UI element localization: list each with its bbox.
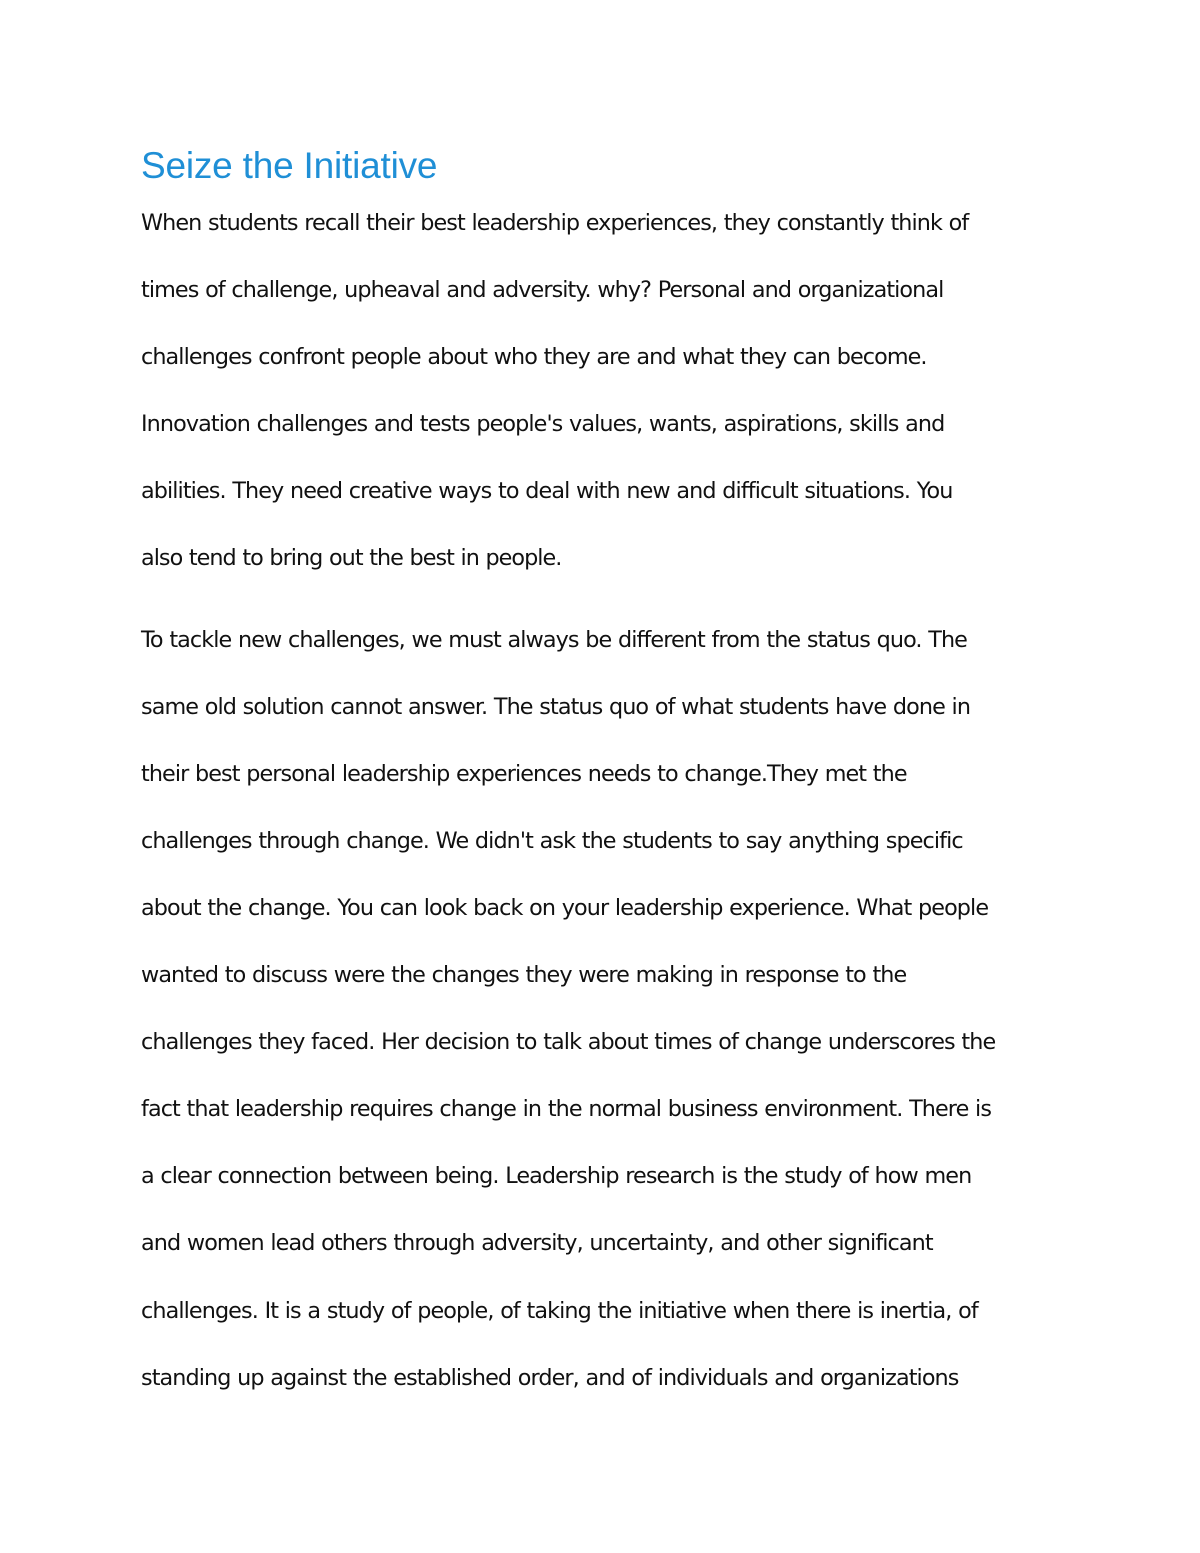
paragraph-line: standing up against the established order, and of individuals and organizations [141,1364,959,1391]
paragraph-line: abilities. They need creative ways to deal with new and difficult situations. You [141,478,953,505]
paragraph-line: also tend to bring out the best in people. [141,545,562,572]
paragraph-line: times of challenge, upheaval and adversity. why? Personal and organizational [141,277,944,304]
paragraph-line: wanted to discuss were the changes they were making in response to the [141,962,907,989]
paragraph-line: about the change. You can look back on your leadership experience. What people [141,894,989,921]
paragraph-line: a clear connection between being. Leadership research is the study of how men [141,1163,972,1190]
paragraph-line: same old solution cannot answer. The status quo of what students have done in [141,693,971,720]
paragraph-line: and women lead others through adversity, uncertainty, and other significant [141,1230,933,1257]
paragraph-line: When students recall their best leadership experiences, they constantly think of [141,210,969,236]
paragraph-line: To tackle new challenges, we must always be different from the status quo. The [141,626,967,653]
document-body [141,138,1061,1412]
paragraph-2 [141,607,1061,1412]
paragraph-1 [141,190,1061,593]
paragraph-line: challenges. It is a study of people, of taking the initiative when there is inertia, of [141,1297,978,1324]
paragraph-line: their best personal leadership experiences needs to change.They met the [141,760,907,787]
paragraph-line: challenges confront people about who they are and what they can become. [141,344,927,371]
paragraph-line: challenges they faced. Her decision to talk about times of change underscores the [141,1029,996,1056]
paragraph-line: challenges through change. We didn't ask the students to say anything specific [141,827,963,854]
paragraph-line: Innovation challenges and tests people's values, wants, aspirations, skills and [141,411,945,438]
document-title: Seize the Initiative [141,145,438,186]
paragraph-line: fact that leadership requires change in the normal business environment. There is [141,1096,992,1123]
